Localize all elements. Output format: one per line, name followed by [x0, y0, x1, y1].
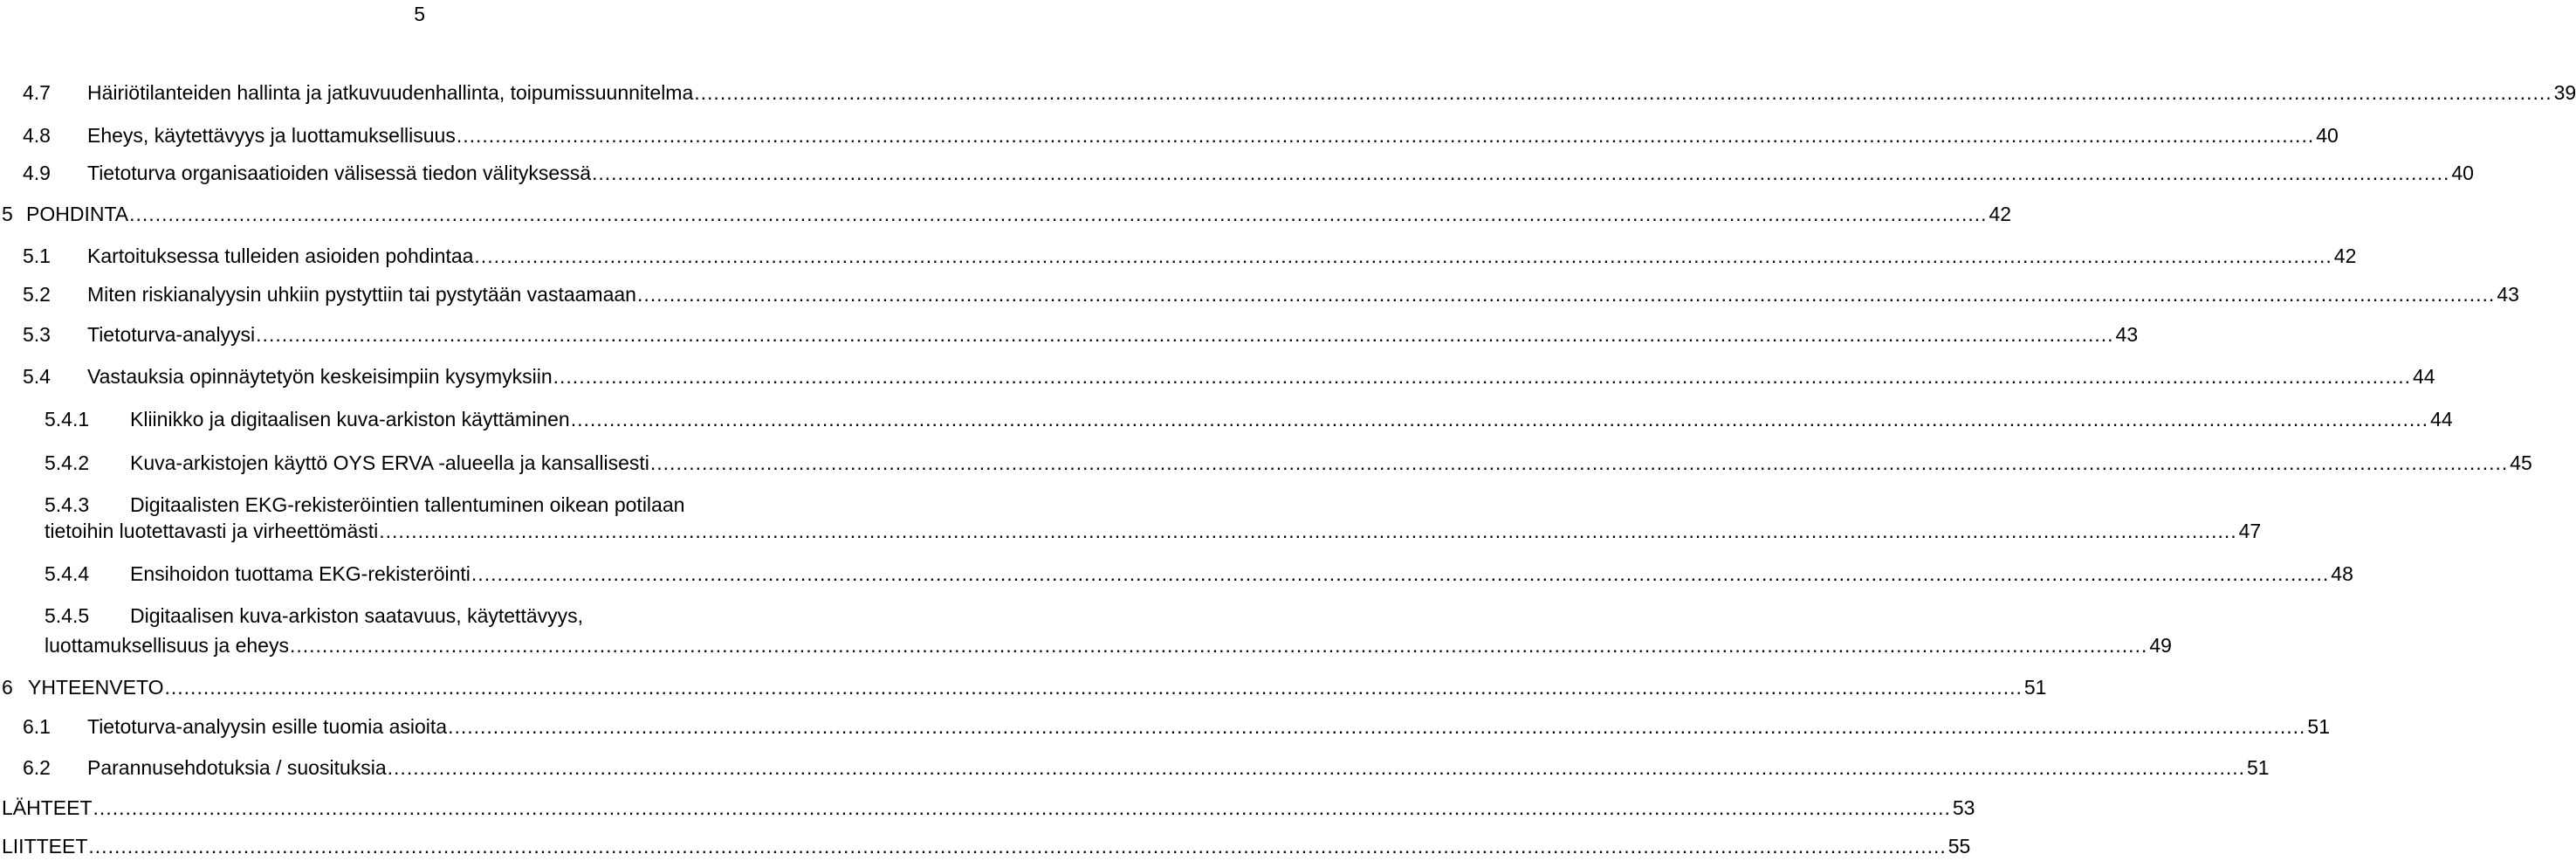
- toc-title: LÄHTEET: [2, 796, 93, 819]
- toc-page: 40: [2316, 124, 2339, 147]
- toc-entry-4-7[interactable]: [23, 79, 2576, 106]
- toc-page: 51: [2023, 676, 2047, 699]
- toc-entry-liitteet[interactable]: [2, 833, 1971, 859]
- toc-title: Eheys, käytettävyys ja luottamuksellisuus: [87, 124, 456, 147]
- toc-entry-6[interactable]: [2, 674, 2047, 700]
- toc-leader-dots: [256, 321, 2113, 348]
- toc-title: Vastauksia opinnäytetyön keskeisimpiin kysymyksiin: [87, 365, 553, 388]
- toc-leader-dots: [388, 754, 2245, 781]
- toc-leader-dots: [650, 450, 2508, 476]
- toc-number: 5: [2, 203, 13, 225]
- toc-leader-dots: [637, 281, 2495, 307]
- toc-title: luottamuksellisuus ja eheys: [45, 634, 289, 657]
- toc-page: 42: [2333, 245, 2357, 267]
- toc-number: 4.9: [23, 162, 51, 184]
- toc-page: 51: [2247, 756, 2270, 779]
- toc-page: 45: [2510, 451, 2532, 474]
- toc-leader-dots: [571, 406, 2428, 432]
- toc-page: 51: [2307, 715, 2331, 738]
- toc-entry-5-4-1[interactable]: [45, 406, 2453, 432]
- toc-leader-dots: [471, 561, 2329, 587]
- toc-number: 5.4.3: [45, 493, 90, 516]
- toc-title: tietoihin luotettavasti ja virheettömästi: [45, 520, 379, 542]
- toc-entry-5-3[interactable]: [23, 321, 2139, 348]
- toc-title: Kartoituksessa tulleiden asioiden pohdintaa: [87, 245, 474, 267]
- toc-number: 5.4.2: [45, 451, 90, 474]
- toc-page: 48: [2331, 562, 2353, 585]
- toc-entry-6-2[interactable]: [23, 754, 2270, 781]
- toc-entry-5-4-3[interactable]: [45, 518, 2262, 544]
- toc-number: 5.3: [23, 323, 51, 346]
- toc-page: 42: [1989, 203, 2012, 225]
- toc-page: 43: [2115, 323, 2139, 346]
- page-number: 5: [414, 3, 425, 25]
- toc-title: Kliinikko ja digitaalisen kuva-arkiston käyttäminen: [130, 408, 570, 430]
- toc-leader-dots: [553, 363, 2411, 389]
- toc-title: Parannusehdotuksia / suosituksia: [87, 756, 387, 779]
- toc-entry-5-4-2[interactable]: [45, 450, 2532, 476]
- toc-leader-dots: [88, 833, 1946, 859]
- toc-number: 5.4.4: [45, 562, 90, 585]
- toc-number: 5.2: [23, 283, 51, 306]
- toc-page: 44: [2413, 365, 2435, 388]
- toc-number: 4.7: [23, 81, 51, 104]
- toc-title: POHDINTA: [26, 203, 129, 225]
- toc-leader-dots: [129, 201, 1987, 227]
- toc-leader-dots: [457, 122, 2314, 148]
- toc-title: Miten riskianalyysin uhkiin pystyttiin tai pystytään vastaamaan: [87, 283, 636, 306]
- toc-page: 39: [2553, 81, 2576, 104]
- toc-page: 40: [2451, 162, 2474, 184]
- toc-title-line1: Digitaalisten EKG-rekisteröintien tallentuminen oikean potilaan: [130, 493, 685, 516]
- toc-entry-5-2[interactable]: [23, 281, 2519, 307]
- toc-page: 43: [2497, 283, 2519, 306]
- toc-title: Häiriötilanteiden hallinta ja jatkuvuudenhallinta, toipumissuunnitelma: [87, 81, 694, 104]
- toc-title: Tietoturva-analyysi: [87, 323, 256, 346]
- toc-number: 4.8: [23, 124, 51, 147]
- toc-leader-dots: [165, 674, 2023, 700]
- toc-leader-dots: [379, 518, 2236, 544]
- toc-page: 49: [2149, 634, 2172, 657]
- toc-number: 6.2: [23, 756, 51, 779]
- toc-entry-lahteet[interactable]: [2, 795, 1975, 821]
- toc-title: Kuva-arkistojen käyttö OYS ERVA -alueella ja kansallisesti: [130, 451, 649, 474]
- toc-entry-5-1[interactable]: [23, 243, 2357, 269]
- toc-leader-dots: [93, 795, 1951, 821]
- toc-leader-dots: [290, 632, 2147, 658]
- toc-entry-5-4-4[interactable]: [45, 561, 2353, 587]
- toc-title: Tietoturva-analyysin esille tuomia asioita: [87, 715, 448, 738]
- toc-title: Tietoturva organisaatioiden välisessä tiedon välityksessä: [87, 162, 592, 184]
- toc-title: LIITTEET: [2, 835, 88, 858]
- toc-entry-6-1[interactable]: [23, 713, 2331, 740]
- toc-leader-dots: [592, 160, 2449, 186]
- toc-entry-5-4-5[interactable]: [45, 632, 2172, 658]
- toc-leader-dots: [694, 79, 2552, 106]
- toc-number: 6.1: [23, 715, 51, 738]
- toc-entry-5-4[interactable]: [23, 363, 2435, 389]
- toc-title: YHTEENVETO: [28, 676, 164, 699]
- toc-page: 44: [2430, 408, 2453, 430]
- toc-number: 5.4.1: [45, 408, 90, 430]
- toc-entry-4-9[interactable]: [23, 160, 2474, 186]
- toc-page: 47: [2238, 520, 2262, 542]
- toc-number: 5.1: [23, 245, 51, 267]
- toc-leader-dots: [474, 243, 2332, 269]
- toc-number: 6: [2, 676, 13, 699]
- toc-number: 5.4.5: [45, 604, 90, 627]
- toc-entry-5-4-5-line1[interactable]: [45, 603, 583, 629]
- toc-page: 55: [1947, 835, 1971, 858]
- toc-page: 53: [1952, 796, 1975, 819]
- toc-leader-dots: [448, 713, 2305, 740]
- toc-title-line1: Digitaalisen kuva-arkiston saatavuus, käytettävyys,: [130, 604, 584, 627]
- toc-number: 5.4: [23, 365, 51, 388]
- toc-title: Ensihoidon tuottama EKG-rekisteröinti: [130, 562, 471, 585]
- toc-entry-5-4-3-line1[interactable]: [45, 492, 684, 518]
- toc-entry-5[interactable]: [2, 201, 2012, 227]
- toc-entry-4-8[interactable]: [23, 122, 2339, 148]
